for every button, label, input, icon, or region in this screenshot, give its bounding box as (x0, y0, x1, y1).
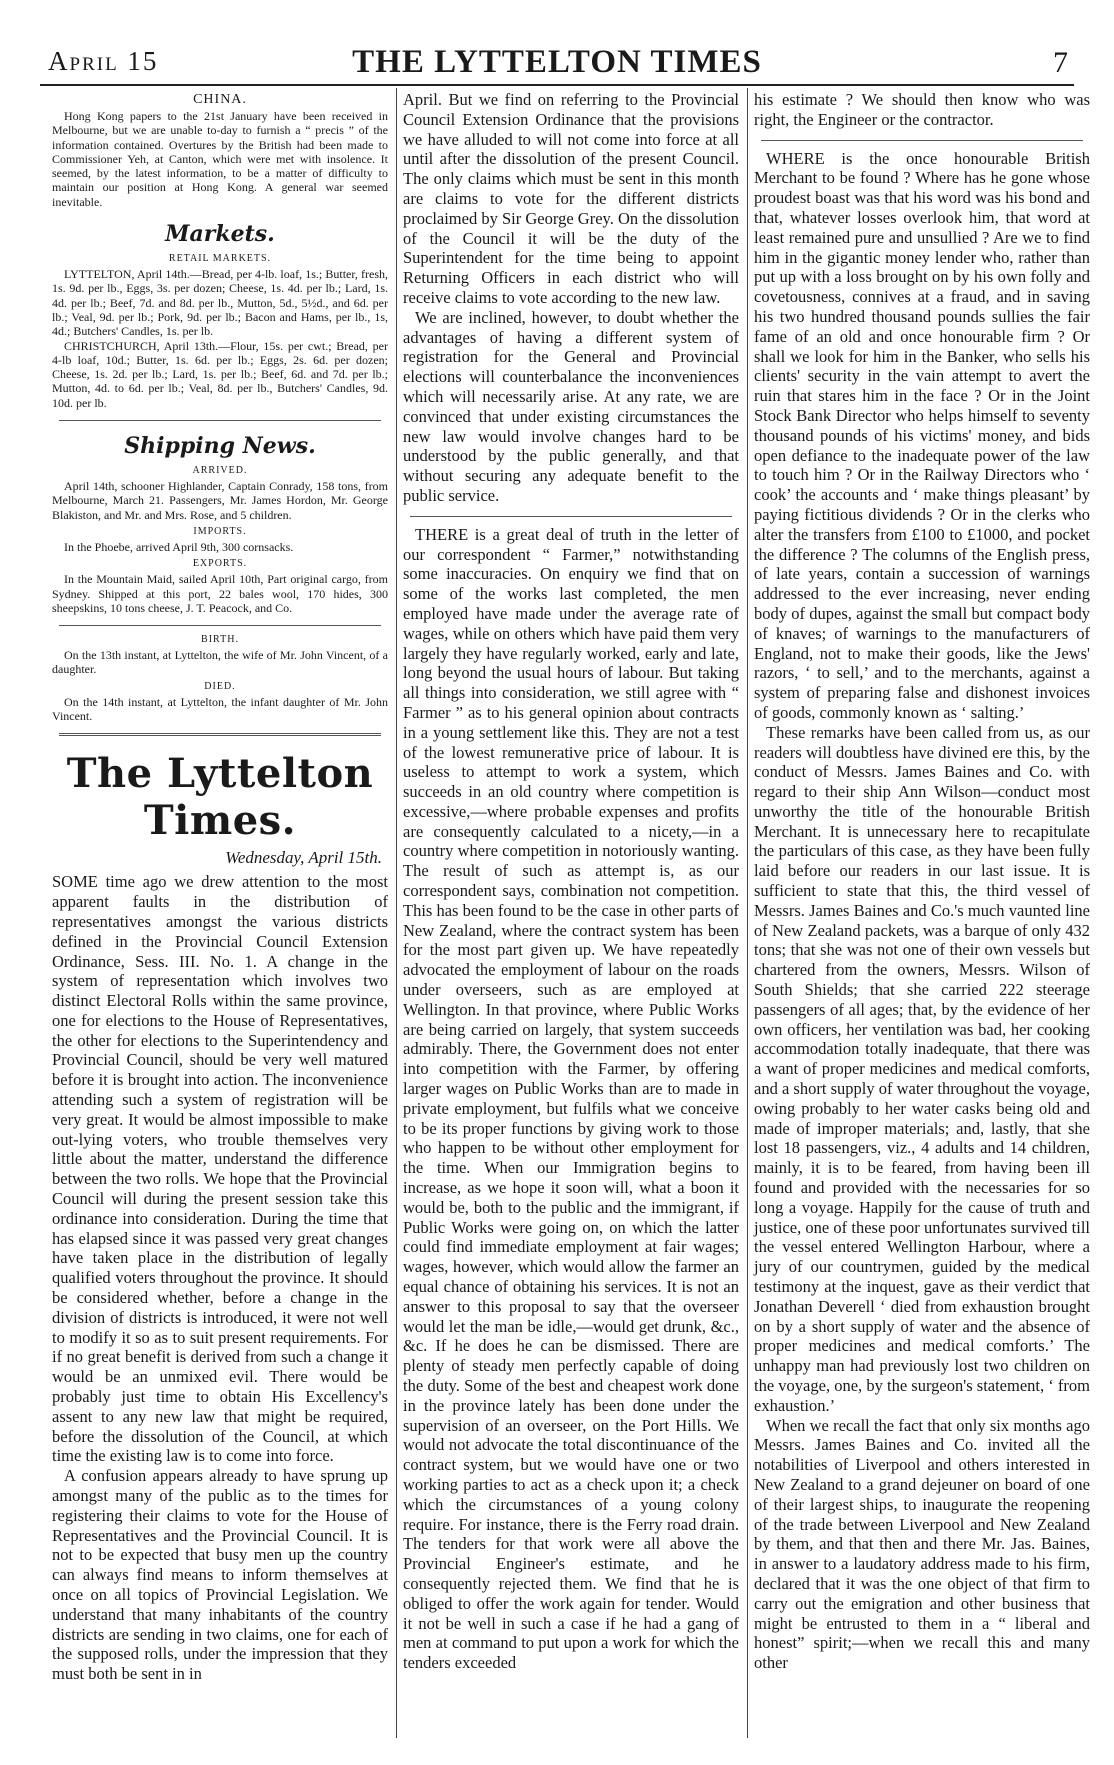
editorial-paragraph: When we recall the fact that only six months ago Messrs. James Baines and Co. invited all the notabilities of Liverpool and others interested in New Zealand to a grand dejeuner on board of one of their largest ships, to inaugurate the reopening of the trade between Liverpool and New Zealand by them, and that then and there Mr. Jas. Baines, in answer to a laudatory address made to his firm, declared that it was the one object of that firm to carry out the emigration and other business that might be entrusted to them in a “ liberal and honest” spirit;—when we recall this and many other (754, 1415, 1090, 1673)
editorial-paragraph: WHERE is the once honourable British Merchant to be found ? Where has he gone whose proudest boast was that his word was his bond and that, whatever losses overlook him, that word at least remained pure and unsullied ? Are we to find him in the gigantic money lender who, rather than put up with a loss brought on by his own folly and covetousness, connives at a fraud, and in saving his two hundred thousand pounds sullies the fair fame of an old and once honourable firm ? Or shall we look for him in the Banker, who sells his clients' security in the vain attempt to avert the ruin that stares him in the face ? Or in the Joint Stock Bank Director who helps himself to seventy thousand pounds of his victims' money, and bids open defiance to the inadequate power of the law to touch him ? Or in the Railway Directors who ‘ cook’ the accounts and ‘ make things pleasant’ by paying fictitious dividends ? Or in the clerks who alter the transfers from £100 to £1000, and pocket the difference ? The columns of the English press, of late years, contain a succession of warnings addressed to the ever increasing, never ending body of dupes, against the small but compact body of knaves; of warnings to the manufacturers of England, not to make their goods, like the Jews' razors, ‘ to sell,’ and to the merchants, against a system of preparing false and dishonest invoices of goods, commonly known as ‘ salting.’ (754, 148, 1090, 722)
arrived-text: April 14th, schooner Highlander, Captain Conrady, 158 tons, from Melbourne, March 21. Passengers, Mr. James Hordon, Mr. George Blakiston, and Mr. and Mrs. Rose, and 5 children. (52, 479, 388, 522)
china-article: Hong Kong papers to the 21st January have been received in Melbourne, but we are unable to-day to furnish a “ precis ” of the information contained. Overtures by the British had been made to Commissioner Yeh, at Canton, which were met with insolence. It seemed, by the latest information, to be a matter of difficulty to maintain our position at Hong Kong. A general war seemed inevitable. (52, 109, 388, 209)
page-number: 7 (1053, 46, 1068, 79)
editorial-paragraph: his estimate ? We should then know who was right, the Engineer or the contractor. (754, 90, 1090, 129)
section-divider (59, 625, 382, 626)
christchurch-markets: CHRISTCHURCH, April 13th.—Flour, 15s. per cwt.; Bread, per 4-lb loaf, 10d.; Butter, 1s. 6d. per lb.; Eggs, 2s. 6d. per dozen; Cheese, 1s. 2d. per lb.; Lard, 1s. per lb.; Beef, 6d. and 7d. per lb.; Mutton, 4d. to 6d. per lb.; Veal, 8d. per lb., Butchers' Candles, 9d. 10d. per lb. (52, 338, 388, 410)
arrived-heading: ARRIVED. (192, 465, 248, 477)
editorial-paragraph: We are inclined, however, to doubt whether the advantages of having a different system of registration for the General and Provincial elections will counterbalance the inconveniences which will necessarily arise. At any rate, we are convinced that under existing circumstances the new law would involve changes hard to be understood by the public generally, and that without securing any adequate benefit to the public service. (403, 307, 739, 505)
column-divider (747, 88, 748, 1738)
section-divider (59, 420, 382, 421)
died-heading: DIED. (204, 680, 236, 692)
markets-heading: Markets. (165, 221, 275, 248)
exports-heading: EXPORTS. (192, 558, 248, 570)
birth-heading: BIRTH. (201, 634, 239, 646)
died-text: On the 14th instant, at Lyttelton, the infant daughter of Mr. John Vincent. (52, 694, 388, 724)
editorial-paragraph: April. But we find on referring to the Provincial Council Extension Ordinance that the provisions we have alluded to will not come into force at all until after the dissolution of the present Council. The only claims which must be sent in this month are claims to vote for the different districts proclaimed by Sir George Grey. On the dissolution of the Council it will be the duty of the Superintendent for the time being to appoint Returning Officers in each district who will receive claims to vote according to the new law. (403, 90, 739, 307)
section-divider (410, 516, 733, 517)
column-divider (396, 88, 397, 1738)
column-2 (403, 90, 739, 1673)
newspaper-title: THE LYTTELTON TIMES (352, 44, 762, 80)
masthead (40, 40, 1074, 80)
birth-text: On the 13th instant, at Lyttelton, the wife of Mr. John Vincent, of a daughter. (52, 648, 388, 677)
section-divider (59, 733, 382, 736)
editorial-title: The Lyttelton Times. (66, 750, 374, 845)
editorial-paragraph: These remarks have been called from us, as our readers will doubtless have divined ere this, by the conduct of Messrs. James Baines and Co. with regard to their ship Ann Wilson—conduct most unworthy the title of the honourable British Merchant. It is unnecessary here to recapitulate the particulars of this case, as they have been fully laid before our readers in our last issue. It is sufficient to state that this, the third vessel of Messrs. James Baines and Co.'s much vaunted line of New Zealand packets, was a barque of only 432 tons; that she was not one of their own vessels but chartered from the owners, Messrs. Wilson of South Shields; that she carried 222 steerage passengers of all ages; that, by the evidence of her own officers, her ventilation was bad, her cooking accommodation totally inadequate, that there was a want of proper medicines and medical comforts, and a short supply of water throughout the voyage, owing probably to her water casks being old and made of improper materials; and, lastly, that she lost 18 passengers, viz., 4 adults and 14 children, mainly, it is to be feared, from having been ill found and provided with the necessaries for so long a voyage. Happily for the cause of truth and justice, one of these poor unfortunates survived till the vessel entered Wellington Harbour, where a jury of our countrymen, guided by the medical testimony at the inquest, gave as their verdict that Jonathan Deverell ‘ died from exhaustion brought on by a short supply of water and the absence of proper medicines and medical comforts.’ The unhappy man had previously lost two children on the voyage, one, by the surgeon's statement, ‘ from exhaustion.’ (754, 722, 1090, 1415)
imports-text: In the Phoebe, arrived April 9th, 300 cornsacks. (64, 539, 294, 554)
china-heading: CHINA. (193, 92, 247, 107)
exports-text: In the Mountain Maid, sailed April 10th, Part original cargo, from Sydney. Shipped at this port, 22 bales wool, 170 hides, 300 sheepskins, 10 tons cheese, J. T. Peacock, and Co. (52, 572, 388, 615)
column-3 (754, 90, 1090, 1673)
retail-markets-heading: RETAIL MARKETS. (168, 253, 272, 265)
editorial-dateline: Wednesday, April 15th. (225, 848, 382, 868)
lyttelton-markets: LYTTELTON, April 14th.—Bread, per 4-lb. loaf, 1s.; Butter, fresh, 1s. 9d. per lb., Eggs, 3s. per dozen; Cheese, 1s. 4d. per lb.; Lard, 1s. 4d. per lb.; Beef, 7d. and 8d. per lb., Mutton, 5d., 5½d., and 6d. per lb.; Veal, 9d. per lb.; Pork, 9d. per lb.; Bacon and Hams, per lb., 1s, 4d.; Butchers' Candles, 1s. per lb. (52, 267, 388, 339)
masthead-rule (40, 84, 1074, 86)
column-1 (52, 90, 388, 1684)
editorial-paragraph: THERE is a great deal of truth in the letter of our correspondent “ Farmer,” notwithstanding some inaccuracies. On enquiry we find that on some of the works last completed, the men employed have made under the average rate of wages, while on others which have paid them very largely they have regularly worked, early and late, long beyond the usual hours of labour. But taking all things into consideration, we still agree with “ Farmer ” as to his general opinion about contracts in a young settlement like this. They are not a test of the lowest remunerative price of labour. It is useless to attempt to work a system, which succeeds in an old country where competition is excessive,—where probable expenses and profits are consequently calculated to a nicety,—in a country where competition in notoriously wanting. The result of such as attempt is, as our correspondent says, combination not competition. This has been found to be the case in other parts of New Zealand, where the contract system has been for the most part given up. We have repeatedly advocated the employment of labour on the roads under overseers, such as are employed at Wellington. In that province, where Public Works are being carried on largely, that system succeeds admirably. There, the Government does not enter into competition with the Farmer, by offering larger wages on Public Works than are to made in private employment, but fulfils what we conceive to be its proper functions by giving work to those who happen to be without other employment for the time. When our Immigration begins to increase, as we hope it soon will, what a boon it would be, both to the public and the immigrant, if Public Works were going on, on which the latter could find immediate employment at fair wages; wages, however, which would allow the farmer an equal chance of obtaining his services. It is not an answer to this proposal to say that the overseer would let the man be idle,—would get drunk, &c., &c. If he does he can be dismissed. There are plenty of steady men perfectly capable of doing the duty. Some of the best and cheapest work done in the province lately has been done under the supervision of an overseer, on the Port Hills. We would not advocate the total discontinuance of the contract system, but we would have one or two working parties to act as a check upon it; a check which the circumstances of a young colony require. For instance, there is the Ferry road drain. The tenders for that work were all above the Provincial Engineer's estimate, and he consequently rejected them. We find that he is obliged to offer the work again for tender. Would it not be well in such a case if he had a gang of men at command to put upon a work for which the tenders exceeded (403, 524, 739, 1673)
imports-heading: IMPORTS. (193, 525, 247, 537)
section-divider (761, 140, 1084, 141)
editorial-paragraph: SOME time ago we drew attention to the most apparent faults in the distribution of representatives amongst the various districts defined in the Provincial Council Extension Ordinance, Sess. III. No. 1. A change in the system of representation which involves two distinct Electoral Rolls within the same province, one for elections to the House of Representatives, the other for elections to the Superintendency and Provincial Council, should be very well matured before it is brought into action. The inconvenience attending such a system of registration will be very great. It would be almost impossible to make out-lying voters, who trouble themselves very little about the matter, understand the difference between the two rolls. We hope that the Provincial Council will during the present session take this ordinance into consideration. During the time that has elapsed since it was passed very great changes have taken place in the distribution of legally qualified voters throughout the province. It should be considered whether, before a change in the division of districts is introduced, it were not well to modify it so as to suit present requirements. For if no great benefit is derived from such a change it would be an unmixed evil. There would be probably just time to obtain His Excellency's assent to any new law that might be required, before the dissolution of the Council, at which time the existing law is to come into force. (52, 872, 388, 1466)
shipping-heading: Shipping News. (124, 433, 316, 460)
editorial-paragraph: A confusion appears already to have sprung up amongst many of the public as to the times for registering their claims to vote for the House of Representatives and the Provincial Council. It is not to be expected that busy men up the country can always find means to inform themselves at once on all topics of Provincial Legislation. We understand that many inhabitants of the country districts are sending in two claims, one for each of the supposed rolls, under the impression that they must both be sent in in (52, 1466, 388, 1684)
issue-date: April 15 (48, 46, 159, 76)
